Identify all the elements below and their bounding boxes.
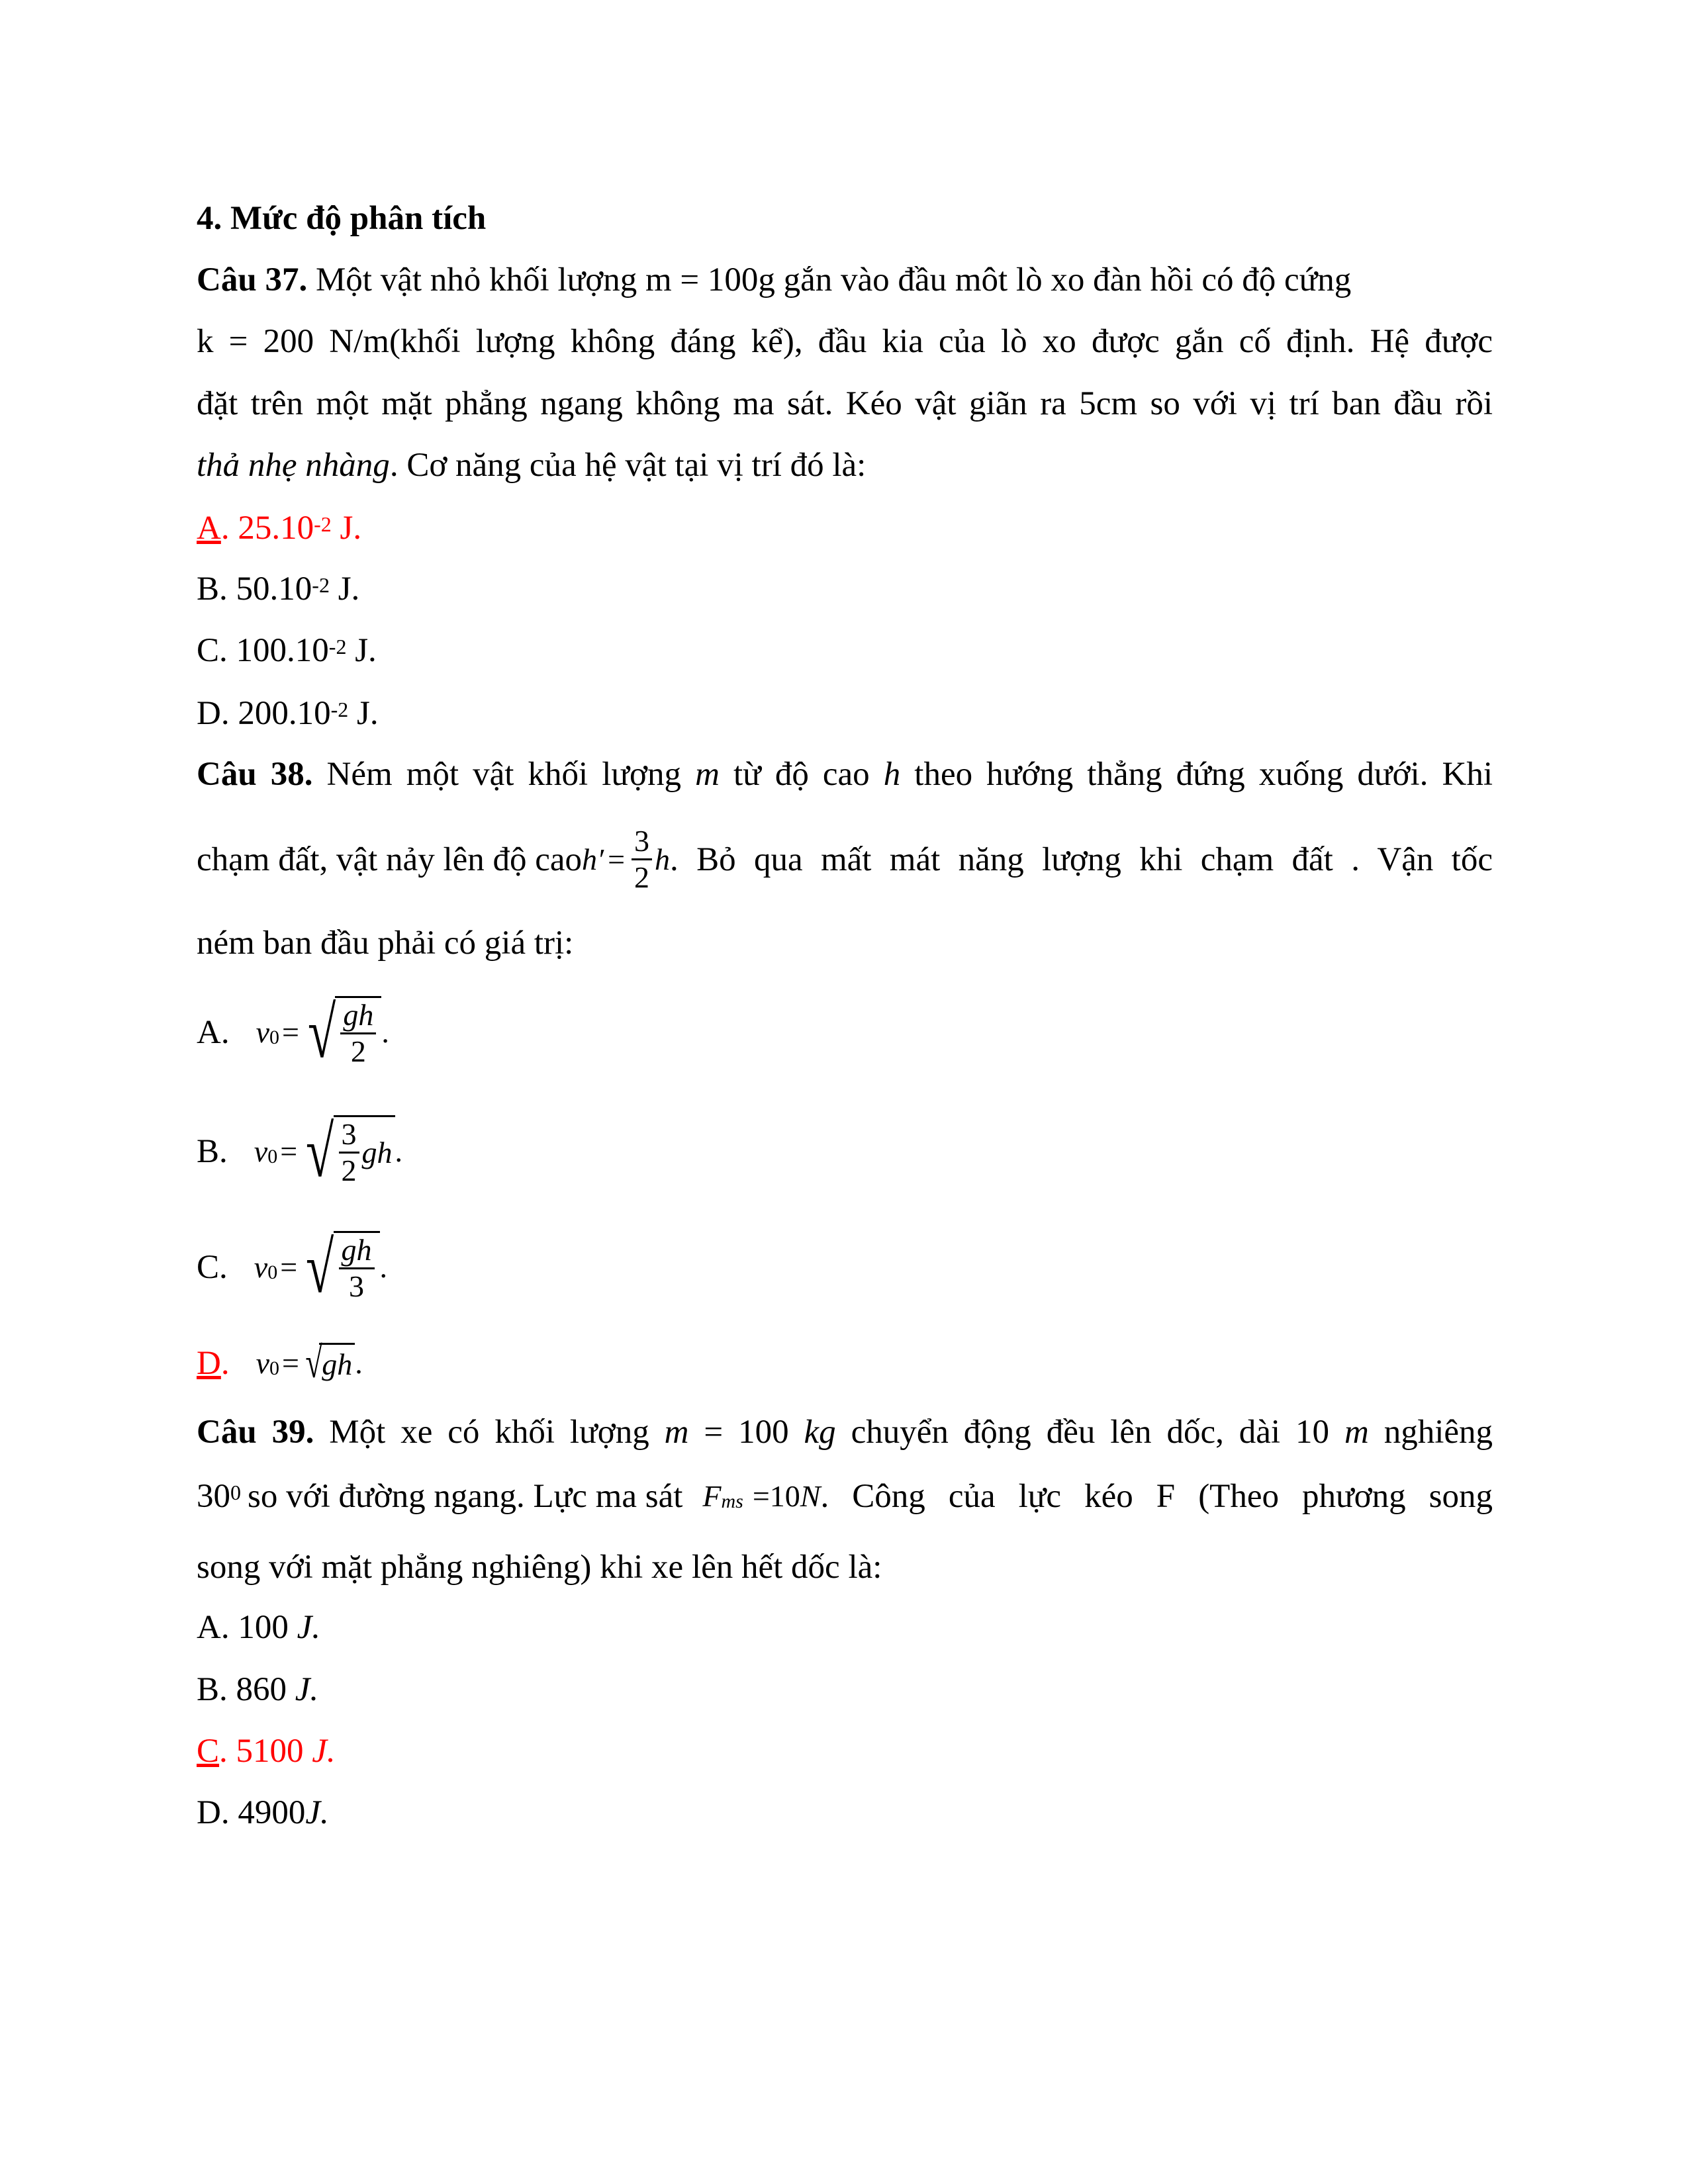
subscript: 0	[269, 1026, 280, 1048]
equals-sign: =	[280, 1134, 298, 1168]
denominator: 2	[634, 860, 650, 894]
equals-sign: =	[282, 1015, 299, 1049]
option-text: . 5100	[219, 1733, 312, 1770]
fraction	[632, 824, 652, 895]
angle	[197, 1477, 241, 1516]
q37-line-4	[197, 445, 866, 485]
period: .	[395, 1134, 403, 1168]
q38-text: theo hướng thẳng đứng xuống dưới. Khi	[900, 756, 1493, 793]
q39-text: Một xe có khối lượng	[314, 1414, 665, 1451]
option-exponent: -2	[328, 635, 347, 659]
option-letter: B	[197, 1133, 220, 1170]
var-v: v	[256, 1346, 270, 1380]
q38-option-b[interactable]	[197, 1112, 402, 1191]
option-letter: A	[197, 510, 221, 547]
q38-line-2	[197, 824, 1493, 895]
var-m: m	[664, 1414, 689, 1451]
radicand: gh	[319, 1343, 355, 1385]
subscript: ms	[721, 1490, 743, 1512]
q37-label: Câu 37.	[197, 261, 308, 298]
option-text: . 200.10	[220, 695, 331, 732]
q37-line-2: k = 200 N/m(khối lượng không đáng kể), đầu kia của lò xo được gắn cố định. Hệ được	[197, 323, 1493, 360]
option-unit: J.	[348, 695, 379, 732]
degree-sup: 0	[230, 1480, 241, 1504]
q37-italic-text: thả nhẹ nhàng	[197, 447, 390, 484]
numerator: gh	[340, 998, 376, 1034]
option-exponent: -2	[330, 698, 349, 721]
option-letter: B	[197, 570, 220, 608]
q37-text: Một vật nhỏ khối lượng m = 100g gắn vào đầu môt lò xo đàn hồi có độ cứng	[307, 261, 1352, 298]
option-text: . 100.10	[219, 632, 329, 669]
option-unit: J.	[305, 1794, 329, 1831]
var-m: m	[695, 756, 720, 793]
q37-option-d[interactable]	[197, 694, 379, 733]
option-text: . 860	[219, 1671, 295, 1708]
var-v: v	[254, 1134, 268, 1168]
option-text: . 25.10	[220, 510, 314, 547]
numerator: 3	[632, 824, 652, 860]
q39-option-a[interactable]	[197, 1608, 320, 1647]
option-letter: C	[197, 1733, 220, 1770]
q39-line-2	[197, 1477, 1493, 1516]
q38-line-3: ném ban đầu phải có giá trị:	[197, 925, 574, 962]
unit-kg: kg	[804, 1414, 836, 1451]
var-F: F	[702, 1479, 722, 1513]
fraction	[339, 1233, 375, 1304]
radicand-tail: gh	[361, 1135, 393, 1169]
var-v: v	[254, 1250, 268, 1284]
q39-text: so với đường ngang. Lực ma sát	[248, 1478, 683, 1515]
option-unit: J.	[312, 1733, 336, 1770]
q37-line-1	[197, 260, 1351, 300]
sqrt-expression	[300, 1227, 379, 1308]
var-h-prime: h′	[582, 842, 604, 876]
sqrt-expression	[302, 1339, 355, 1387]
angle-value: 30	[197, 1478, 230, 1515]
q37-text: . Cơ năng của hệ vật tại vị trí đó là:	[389, 447, 867, 484]
sqrt-icon: √	[305, 1339, 322, 1387]
sqrt-expression	[300, 1111, 395, 1192]
fraction	[340, 998, 376, 1069]
v0	[256, 1343, 279, 1383]
option-unit: J.	[331, 510, 362, 547]
option-text: . 100	[220, 1609, 297, 1646]
option-letter: B	[197, 1671, 220, 1708]
q39-text: . Công của lực kéo F (Theo phương song	[820, 1478, 1493, 1515]
q38-text: từ độ cao	[719, 756, 884, 793]
option-letter: C	[197, 632, 220, 669]
numerator: gh	[339, 1233, 375, 1269]
option-dot: .	[219, 1133, 228, 1170]
q37-option-a[interactable]	[197, 508, 361, 548]
period: .	[381, 1015, 389, 1049]
sqrt-icon: √	[306, 1111, 334, 1192]
q39-line-1	[197, 1412, 1493, 1452]
unit-m: m	[1344, 1414, 1369, 1451]
sqrt-icon: √	[306, 1227, 334, 1308]
subscript: 0	[267, 1261, 278, 1283]
numerator: 3	[339, 1117, 359, 1154]
q39-line-3: song với mặt phẳng nghiêng) khi xe lên hết dốc là:	[197, 1549, 882, 1586]
period: .	[355, 1346, 363, 1380]
q39-option-c[interactable]	[197, 1731, 336, 1771]
v0	[254, 1132, 277, 1171]
var-v: v	[256, 1015, 270, 1049]
option-letter: C	[197, 1249, 220, 1286]
q38-text: chạm đất, vật nảy lên độ cao	[197, 841, 583, 878]
q39-option-d[interactable]	[197, 1793, 329, 1833]
period: .	[379, 1250, 388, 1284]
q38-option-d[interactable]	[197, 1340, 363, 1387]
q38-text: Ném một vật khối lượng	[312, 756, 696, 793]
option-letter: D	[197, 1794, 221, 1831]
equals-sign: =	[282, 1346, 299, 1380]
denominator: 3	[349, 1269, 365, 1303]
q37-line-3: đặt trên một mặt phẳng ngang không ma sát. Kéo vật giãn ra 5cm so với vị trí ban đầu rồi	[197, 385, 1493, 422]
q38-label: Câu 38.	[197, 756, 313, 793]
section-heading: 4. Mức độ phân tích	[197, 200, 487, 237]
q38-text: . Bỏ qua mất mát năng lượng khi chạm đất . Vận tốc	[670, 841, 1493, 878]
subscript: 0	[269, 1357, 280, 1379]
option-letter: D	[197, 695, 221, 732]
q39-option-b[interactable]	[197, 1670, 318, 1709]
q38-option-c[interactable]	[197, 1228, 387, 1307]
option-unit: J.	[295, 1671, 319, 1708]
q39-text: = 100	[688, 1414, 804, 1451]
option-letter: D	[197, 1345, 221, 1382]
option-dot: .	[220, 1345, 230, 1382]
equals-sign: =	[280, 1250, 298, 1284]
q38-line-1	[197, 754, 1493, 794]
option-dot: .	[219, 1249, 228, 1286]
option-unit: J.	[297, 1609, 320, 1646]
sqrt-expression	[302, 992, 381, 1073]
v0	[254, 1248, 277, 1287]
option-exponent: -2	[314, 512, 332, 536]
friction-equation	[702, 1477, 820, 1516]
option-exponent: -2	[312, 573, 330, 597]
q39-label: Câu 39.	[197, 1414, 314, 1451]
option-text: . 50.10	[219, 570, 312, 608]
option-dot: .	[220, 1014, 230, 1051]
option-unit: J.	[346, 632, 377, 669]
option-letter: A	[197, 1014, 221, 1051]
var-h: h	[655, 842, 671, 876]
unit-N: N	[800, 1479, 821, 1513]
denominator: 2	[350, 1034, 366, 1068]
q39-text: nghiêng	[1368, 1414, 1493, 1451]
denominator: 2	[341, 1154, 357, 1187]
q39-text: chuyển động đều lên dốc, dài 10	[835, 1414, 1344, 1451]
option-text: . 4900	[220, 1794, 306, 1831]
fraction	[339, 1117, 359, 1188]
q37-option-b[interactable]	[197, 569, 359, 609]
sqrt-icon: √	[308, 992, 336, 1073]
h-prime-equation	[582, 824, 670, 895]
option-letter: A	[197, 1609, 221, 1646]
v0	[256, 1013, 279, 1052]
option-unit: J.	[329, 570, 360, 608]
equals-sign: =	[608, 842, 626, 876]
value: =10	[752, 1479, 800, 1513]
subscript: 0	[267, 1146, 278, 1167]
var-h: h	[883, 756, 901, 793]
q37-option-c[interactable]	[197, 631, 377, 670]
q38-option-a[interactable]	[197, 993, 389, 1072]
